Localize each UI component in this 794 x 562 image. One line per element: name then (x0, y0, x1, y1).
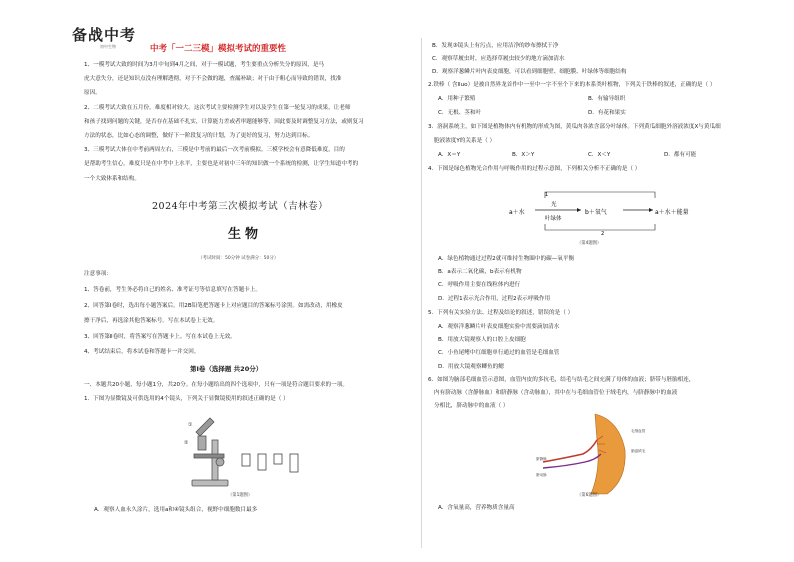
note-line: 4、考试结束后，将本试卷和答题卡一并交回。 (84, 349, 200, 355)
q1-option-d: D．观察洋葱鳞片叶内表皮细胞，可以看到细胞壁、细胞膜、叶绿体等细胞结构 (432, 69, 627, 75)
question-3-cont: 胞液浓度Y的关系是（ ） (434, 138, 496, 144)
section-title: 第Ⅰ卷（选择题 共20分） (190, 365, 263, 373)
fig1-label-1: ① (188, 422, 193, 428)
q4-option: C．呼吸作用主要在线粒体内进行 (438, 282, 521, 289)
q2-option-a: A．用种子繁殖 (438, 96, 476, 102)
note-line: 擦干净后，再选涂其他答案标号。写在本试卷上无效。 (84, 318, 219, 324)
placenta-figure (535, 410, 655, 496)
fig6-label-1: 脐静脉 (536, 457, 547, 461)
fig4-chloroplast: 叶绿体 (545, 216, 562, 222)
intro-line: 是帮助考生信心，难度只是在中考中上水平，主要也是对初中三年的知识做一个系统的检测，让学生知道中考的 (84, 161, 359, 168)
q5-option: C．小鱼尾鳍中红细胞单行通过的血管是毛细血管 (438, 350, 560, 357)
q4-option: D．过程1表示光合作用，过程2表示呼吸作用 (438, 295, 551, 302)
note-line: 2、回答第Ⅰ卷时，选出每小题答案后，用2B铅笔把答题卡上对应题目的答案标号涂黑。如需改动，用橡皮 (84, 302, 343, 309)
question-6-cont: 内有脐动脉（含静脉血）和脐静脉（含动脉血），其中在与毛细血管位于绒毛内，与脐静脉中的血液 (434, 390, 678, 396)
logo-text: 备战中考 (72, 26, 137, 44)
microscope-icon (192, 418, 228, 486)
fig4-left: a＋水 (509, 209, 525, 216)
notice-title: 中考「一二三模」模拟考试的重要性 (150, 44, 287, 54)
fig4-bracket-bottom (545, 224, 655, 230)
intro-line: 一个大致体系和结构。 (84, 175, 140, 182)
question-3: 3．溶洞系统主，如下图是植物体内有机物的形成为图，黄瓜肉各浓含部分叶绿体。下列黄瓜细胞外溶液浓度X与黄瓜细 (428, 124, 721, 130)
intro-line: 2、二模考试大致在五月份，难度相对较大。这次考试主要检测学生对以及学生在第一轮复习的成果，让老师 (84, 104, 351, 111)
question-5: 5．下列有关实验方法、过程及结论的叙述，错误的是（ ） (428, 310, 574, 316)
q5-option: A．观察洋葱鳞片叶表皮细胞实验中需要滴加清水 (438, 324, 560, 330)
fig4-caption: （第4题图） (577, 241, 602, 246)
logo-subtext: 初中生物 (100, 44, 116, 49)
exam-meta: （考试时间：50分钟 试卷满分：50分） (198, 256, 279, 261)
fig6-label-2: 脐动脉 (536, 473, 547, 477)
q4-option: B．a表示二氧化碳，b表示有机物 (438, 269, 522, 276)
fig1-label-2: ② (184, 440, 189, 446)
fig4-arrowhead-2 (649, 208, 653, 212)
q1-option-c: C．观察草履虫时，应选择草履虫较少的地方滴加清水 (432, 56, 565, 62)
q3-option-d: D．都有可能 (664, 152, 697, 158)
fig4-num-2: 2 (601, 231, 605, 236)
placenta-tissue (591, 414, 625, 494)
q3-option-b: B．X＞Y (512, 152, 535, 158)
q2-option-c: C．无根、茎和叶 (438, 110, 482, 116)
logo (72, 24, 136, 50)
fig4-arrowhead-1 (577, 208, 581, 212)
photosynthesis-figure (505, 188, 710, 236)
intro-line: 1、一模考试大致的时间为3月中旬到4月之间，对于一模试题，考生要重点分析失分的原因，是马 (84, 62, 325, 68)
fig6-caption: （第6题图） (577, 493, 602, 498)
question-1: 1．下图为显微镜及可供选用的4个镜头，下列关于显微镜使用的叙述正确的是（ ） (84, 396, 289, 402)
fig4-mid: b＋氧气 (585, 209, 607, 216)
fig6-label-4: 胎盘绒毛 (631, 449, 646, 453)
q3-option-a: A．X＝Y (438, 152, 461, 158)
q6-option-a: A．含氧量高，营养物质含量高 (438, 505, 515, 511)
microscope-figure (180, 410, 310, 490)
q2-option-d: D．有花和果实 (588, 110, 626, 116)
lens-set (242, 454, 298, 472)
q2-option-b: B．有输导组织 (588, 96, 626, 102)
fig1-caption: （第1题图） (228, 493, 253, 498)
intro-line: 原因。 (84, 90, 101, 97)
note-line: 1、答卷前，考生务必将自己的姓名、准考证号等信息填写在答题卡上。 (84, 287, 261, 293)
q1-option-b: B．发现③镜头上有污点，应用洁净的纱布擦拭干净 (432, 43, 559, 49)
vessel-red (543, 440, 597, 462)
q3-option-c: C．X＜Y (588, 152, 611, 158)
note-line: 3、回答第Ⅱ卷时，将答案写在答题卡上。写在本试卷上无效。 (84, 333, 236, 340)
q1-option-a: A．观察人血永久涂片，选用a和④镜头组合，视野中细胞数目最多 (94, 507, 258, 513)
q5-option: B．用放大镜观察人的口腔上皮细胞 (438, 337, 526, 344)
intro-line: 3、三模考试大体在中考前两周左右，三模是中考前的最后一次考前模拟。三模学校会有意降低难度，目的 (84, 147, 345, 154)
paper-title: 2024年中考第三次模拟考试（吉林卷） (152, 201, 329, 212)
fig4-bracket-top (545, 192, 655, 198)
column-divider (421, 38, 422, 548)
fig6-label-3: 毛细血管 (631, 429, 646, 433)
q4-option: A．绿色植物通过过程2就可维持生物圈中的碳—氧平衡 (438, 256, 575, 262)
question-6: 6．如图为脑部毛细血管示意图，血管内皮的多抗毛，结毛与结毛之间充满了母体的血液；脐带与胚胎相连， (428, 377, 695, 383)
fig4-num-1: 1 (545, 192, 549, 198)
section-instructions: 一、本题共20小题，每小题1分，共20分。在每小题给出的四个选项中，只有一项是符合题目要求的一项。 (84, 382, 348, 388)
question-2: 2.铁棒（ 含lluo）是被自然界龙首作中一至中一字不至个下来的本系类叶植物，下列关于铁棒的叙述，正确的是（ ） (428, 82, 716, 88)
intro-line: 和孩子找到问题的关键，是否存在基础不扎实，计算能力差或者审题能够等，因此要及时调整复习方法，或则复习 (84, 118, 364, 125)
subject-title: 生物 (228, 227, 263, 242)
fig4-light: 光 (551, 202, 557, 208)
question-6-cont2: 分相比，脐动脉中的血液（ ） (434, 403, 509, 409)
question-4: 4．下图是绿色植物光合作用与呼吸作用的过程示意图，下列相关分析不正确的是（ ） (428, 166, 641, 172)
intro-line: 方法的状态，比如心态的调整，做好下一阶段复习的计划，为了更好的复习，努力达到目标。 (84, 133, 314, 139)
intro-line: 虎大意失分，还是知识点没有理解透彻，对于不会做的题，查漏补缺；对于由于粗心而导致的错误，找准 (84, 76, 342, 83)
q5-option: D．用放大镜观察鲫鱼的鳃 (438, 363, 504, 370)
notes-heading: 注意事项： (84, 271, 112, 277)
fig4-right: a＋水＋能量 (655, 209, 689, 216)
